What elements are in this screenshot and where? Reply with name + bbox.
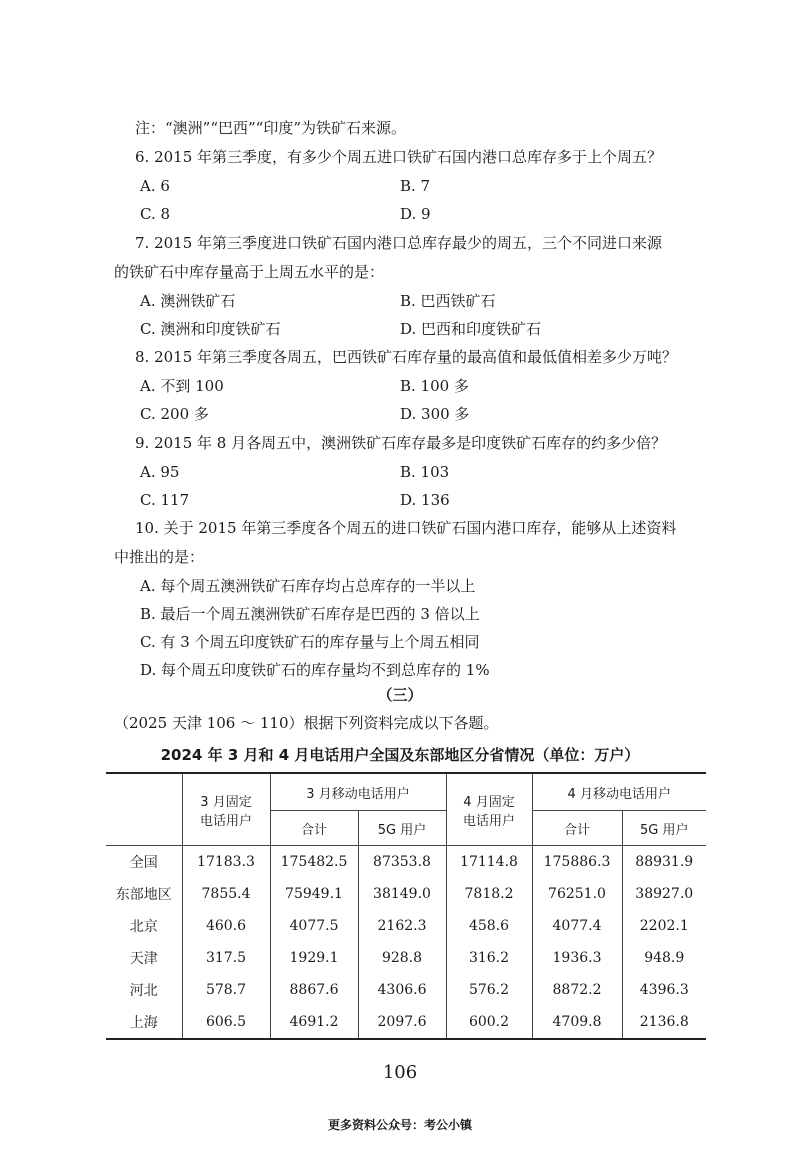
table-cell: 88931.9 bbox=[622, 846, 706, 879]
table-row bbox=[106, 910, 706, 942]
table-row bbox=[106, 878, 706, 910]
question-7-stem-line1: 7. 2015 年第三季度进口铁矿石国内港口总库存最少的周五，三个不同进口来源 bbox=[135, 234, 663, 252]
table-cell: 175482.5 bbox=[270, 846, 358, 879]
table-cell: 76251.0 bbox=[532, 878, 622, 910]
question-7-option-b: B. 巴西铁矿石 bbox=[400, 292, 496, 310]
question-10-stem-line2: 中推出的是： bbox=[114, 548, 205, 566]
question-10-option-b: B. 最后一个周五澳洲铁矿石库存是巴西的 3 倍以上 bbox=[140, 605, 480, 623]
table-cell: 4691.2 bbox=[270, 1006, 358, 1039]
page-number: 106 bbox=[382, 1062, 418, 1083]
row-region-label: 天津 bbox=[129, 951, 158, 967]
question-9-option-d: D. 136 bbox=[400, 491, 450, 509]
question-7-stem-line2: 的铁矿石中库存量高于上周五水平的是： bbox=[114, 263, 385, 281]
section-intro: （2025 天津 106 ～ 110）根据下列资料完成以下各题。 bbox=[114, 714, 499, 732]
table-cell: 17114.8 bbox=[446, 846, 532, 879]
table-row bbox=[106, 846, 706, 879]
question-6-option-d: D. 9 bbox=[400, 205, 431, 223]
question-6-option-c: C. 8 bbox=[140, 205, 171, 223]
table-cell: 2097.6 bbox=[358, 1006, 446, 1039]
header-mar-total: 合计 bbox=[270, 811, 358, 846]
table-cell: 8872.2 bbox=[532, 974, 622, 1006]
question-10-stem-line1: 10. 关于 2015 年第三季度各个周五的进口铁矿石国内港口库存，能够从上述资料 bbox=[135, 519, 677, 537]
table-cell: 87353.8 bbox=[358, 846, 446, 879]
table-cell: 175886.3 bbox=[532, 846, 622, 879]
table-cell: 4077.4 bbox=[532, 910, 622, 942]
question-8-option-c: C. 200 多 bbox=[140, 405, 209, 423]
header-mar-mobile: 3 月移动电话用户 bbox=[270, 773, 446, 811]
table-cell: 948.9 bbox=[622, 942, 706, 974]
table-row bbox=[106, 942, 706, 974]
table-cell: 2202.1 bbox=[622, 910, 706, 942]
table-cell: 4709.8 bbox=[532, 1006, 622, 1039]
phone-users-table bbox=[106, 772, 706, 1040]
header-mar-5g: 5G 用户 bbox=[358, 811, 446, 846]
row-region-label: 河北 bbox=[129, 983, 158, 999]
table-cell: 17183.3 bbox=[182, 846, 270, 879]
table-cell: 600.2 bbox=[446, 1006, 532, 1039]
table-cell: 7855.4 bbox=[182, 878, 270, 910]
table-cell: 4396.3 bbox=[622, 974, 706, 1006]
section-heading: （三） bbox=[377, 686, 423, 704]
header-apr-mobile: 4 月移动电话用户 bbox=[532, 773, 706, 811]
row-region-label: 上海 bbox=[106, 1006, 182, 1039]
question-9-option-c: C. 117 bbox=[140, 491, 190, 509]
table-cell: 8867.6 bbox=[270, 974, 358, 1006]
table-cell: 2136.8 bbox=[622, 1006, 706, 1039]
question-9-stem: 9. 2015 年 8 月各周五中，澳洲铁矿石库存最多是印度铁矿石库存的约多少倍？ bbox=[135, 434, 667, 452]
table-cell: 316.2 bbox=[446, 942, 532, 974]
question-10-option-c: C. 有 3 个周五印度铁矿石的库存量与上个周五相同 bbox=[140, 633, 480, 651]
table-cell: 38149.0 bbox=[358, 878, 446, 910]
table-cell: 1929.1 bbox=[270, 942, 358, 974]
question-8-option-d: D. 300 多 bbox=[400, 405, 470, 423]
table-cell: 576.2 bbox=[446, 974, 532, 1006]
table-cell: 4306.6 bbox=[358, 974, 446, 1006]
question-8-option-b: B. 100 多 bbox=[400, 377, 469, 395]
header-apr-total: 合计 bbox=[532, 811, 622, 846]
table-cell: 317.5 bbox=[182, 942, 270, 974]
row-region-label: 全国 bbox=[129, 855, 158, 871]
table-row bbox=[106, 1006, 706, 1039]
table-cell: 1936.3 bbox=[532, 942, 622, 974]
question-6-option-a: A. 6 bbox=[140, 177, 170, 195]
question-6-option-b: B. 7 bbox=[400, 177, 431, 195]
table-cell: 38927.0 bbox=[622, 878, 706, 910]
question-8-stem: 8. 2015 年第三季度各周五，巴西铁矿石库存量的最高值和最低值相差多少万吨？ bbox=[135, 348, 678, 366]
question-10-option-a: A. 每个周五澳洲铁矿石库存均占总库存的一半以上 bbox=[140, 577, 476, 595]
source-note: 注：“澳洲”“巴西”“印度”为铁矿石来源。 bbox=[135, 119, 407, 137]
table-cell: 606.5 bbox=[182, 1006, 270, 1039]
table-cell: 4077.5 bbox=[270, 910, 358, 942]
question-7-option-d: D. 巴西和印度铁矿石 bbox=[400, 320, 542, 338]
question-10-option-d: D. 每个周五印度铁矿石的库存量均不到总库存的 1% bbox=[140, 661, 490, 679]
table-cell: 7818.2 bbox=[446, 878, 532, 910]
question-9-option-b: B. 103 bbox=[400, 463, 450, 481]
table-cell: 2162.3 bbox=[358, 910, 446, 942]
question-9-option-a: A. 95 bbox=[140, 463, 180, 481]
table-cell: 458.6 bbox=[446, 910, 532, 942]
question-7-option-c: C. 澳洲和印度铁矿石 bbox=[140, 320, 281, 338]
table-cell: 928.8 bbox=[358, 942, 446, 974]
header-mar-fixed: 3 月固定电话用户 bbox=[182, 773, 270, 846]
table-cell: 460.6 bbox=[182, 910, 270, 942]
header-apr-5g: 5G 用户 bbox=[622, 811, 706, 846]
header-region bbox=[106, 773, 182, 846]
footer-text: 更多资料公众号：考公小镇 bbox=[327, 1118, 472, 1132]
table-cell: 578.7 bbox=[182, 974, 270, 1006]
table-row bbox=[106, 974, 706, 1006]
question-6-stem: 6. 2015 年第三季度，有多少个周五进口铁矿石国内港口总库存多于上个周五？ bbox=[135, 148, 663, 166]
question-8-option-a: A. 不到 100 bbox=[140, 377, 224, 395]
question-7-option-a: A. 澳洲铁矿石 bbox=[140, 292, 236, 310]
row-region-label: 东部地区 bbox=[115, 887, 172, 903]
table-title: 2024 年 3 月和 4 月电话用户全国及东部地区分省情况（单位：万户） bbox=[160, 746, 640, 764]
header-apr-fixed: 4 月固定电话用户 bbox=[446, 773, 532, 846]
row-region-label: 北京 bbox=[129, 919, 158, 935]
table-cell: 75949.1 bbox=[270, 878, 358, 910]
